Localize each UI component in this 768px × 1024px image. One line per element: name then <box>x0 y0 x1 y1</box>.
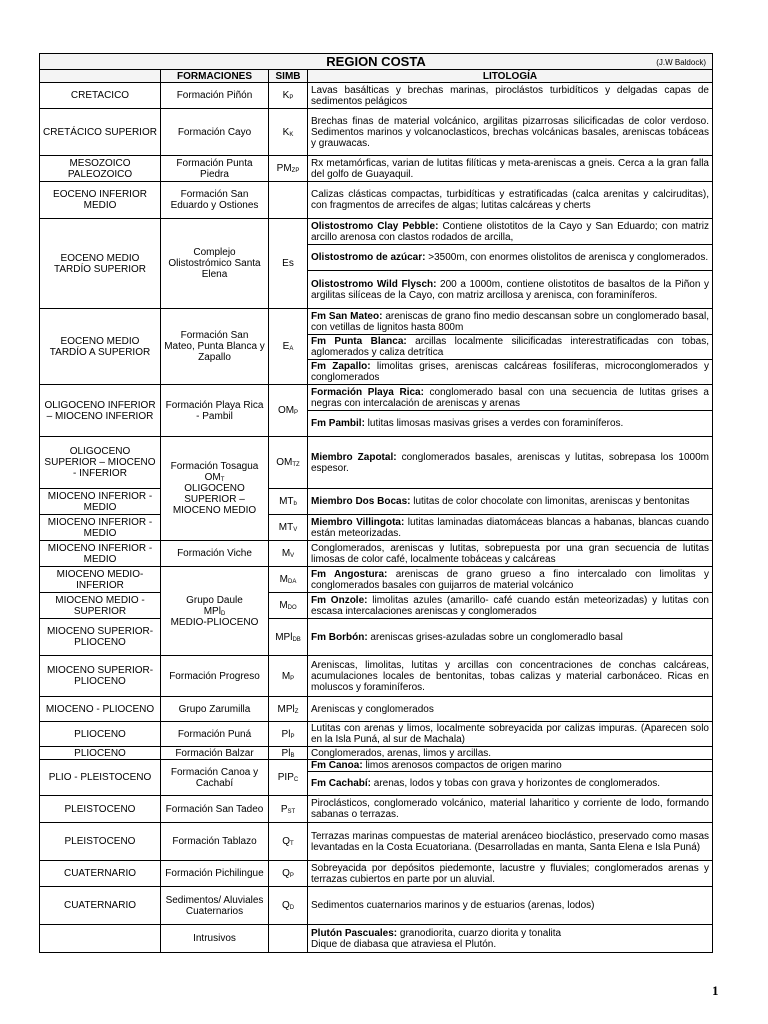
era-cell: MIOCENO INFERIOR - MEDIO <box>40 515 161 541</box>
table-author: (J.W Baldock) <box>656 58 706 67</box>
era-cell: MIOCENO SUPERIOR-PLIOCENO <box>40 619 161 656</box>
era-cell: MESOZOICO PALEOZOICO <box>40 156 161 182</box>
symbol-cell: $Q_P$ <box>269 861 308 887</box>
symbol-cell: $MT_V$ <box>269 515 308 541</box>
era-cell: MIOCENO INFERIOR -MEDIO <box>40 541 161 567</box>
symbol-cell: MPl$_{DB}$ <box>269 619 308 656</box>
lithology-cell: Olistostromo Wild Flysch: 200 a 1000m, contiene olistotitos de basaltos de la Piñon y argilitas silíceas de la Cayo, con matriz arcillosa y arenisca, con foraminíferos. <box>308 271 713 309</box>
table-row <box>40 861 713 887</box>
era-cell: OLIGOCENO INFERIOR – MIOCENO INFERIOR <box>40 385 161 437</box>
lithology-cell: Fm Cachabí: arenas, lodos y tobas con grava y horizontes de conglomerados. <box>308 772 713 796</box>
lithology-cell: Fm Pambil: lutitas limosas masivas grises a verdes con foraminíferos. <box>308 411 713 437</box>
lithology-cell: Fm San Mateo: areniscas de grano fino medio descansan sobre un conglomerado basal, con vetillas de lignitos hasta 800m <box>308 309 713 335</box>
era-cell: MIOCENO - PLIOCENO <box>40 697 161 722</box>
table-row <box>40 515 713 541</box>
era-cell: MIOCENO INFERIOR - MEDIO <box>40 489 161 515</box>
lithology-cell: Calizas clásticas compactas, turbidíticas y estratificadas (calca arenitas y calciruditas), con fragmentos de arrecifes de algas; lutitas calcáreas y cherts <box>308 182 713 219</box>
lithology-cell: Formación Playa Rica: conglomerado basal con una secuencia de lutitas grises a negras con intercalación de areniscas y arenas <box>308 385 713 411</box>
header-litologia: LITOLOGÍA <box>308 70 713 83</box>
era-cell: PLIOCENO <box>40 747 161 760</box>
era-cell: EOCENO INFERIOR MEDIO <box>40 182 161 219</box>
table-row <box>40 541 713 567</box>
formation-cell: Formación Tablazo <box>161 823 269 861</box>
symbol-cell: $E_A$ <box>269 309 308 385</box>
symbol-cell: $Q_D$ <box>269 887 308 925</box>
table-row <box>40 567 713 593</box>
lithology-cell: Olistostromo de azúcar: >3500m, con enormes olistolitos de arenisca y conglomerados. <box>308 245 713 271</box>
formation-cell-tosagua: Formación Tosagua $OM_T$ OLIGOCENO SUPERIOR – MIOCENO MEDIO <box>161 437 269 541</box>
lithology-cell: Brechas finas de material volcánico, argilitas pizarrosas silicificadas de color verdoso. Sedimentos marinos y volcanoclasticos, brechas volcánicas basales, areniscas tobáceas y grauwacas. <box>308 109 713 156</box>
formation-cell: Complejo Olistostrómico Santa Elena <box>161 219 269 309</box>
lithology-cell: Lutitas con arenas y limos, localmente sobreyacida por calizas impuras. (Aparecen solo en la Isla Puná, al sur de Machala) <box>308 722 713 747</box>
formation-cell-daule: Grupo Daule MPl$_D$ MEDIO-PLIOCENO <box>161 567 269 656</box>
era-cell: EOCENO MEDIO TARDÍO SUPERIOR <box>40 219 161 309</box>
formation-cell: Intrusivos <box>161 925 269 953</box>
table-row <box>40 697 713 722</box>
lithology-cell: Sedimentos cuaternarios marinos y de estuarios (arenas, lodos) <box>308 887 713 925</box>
table-row <box>40 437 713 489</box>
formation-cell: Formación San Eduardo y Ostiones <box>161 182 269 219</box>
table-row <box>40 156 713 182</box>
symbol-cell <box>269 182 308 219</box>
header-simb: SIMB <box>269 70 308 83</box>
formation-cell: Formación Puná <box>161 722 269 747</box>
era-cell: CRETACICO <box>40 83 161 109</box>
formation-cell: Formación Piñón <box>161 83 269 109</box>
symbol-cell <box>269 925 308 953</box>
symbol-cell: $M_P$ <box>269 656 308 697</box>
formation-cell: Formación Progreso <box>161 656 269 697</box>
table-row <box>40 309 713 335</box>
symbol-cell: $OM_P$ <box>269 385 308 437</box>
formation-cell: Formación Punta Piedra <box>161 156 269 182</box>
lithology-cell: Fm Punta Blanca: arcillas localmente silicificadas interestratificadas con tobas, aglomerados y caliza detrítica <box>308 335 713 360</box>
table-row <box>40 823 713 861</box>
symbol-cell: Es <box>269 219 308 309</box>
symbol-cell: $PIP_C$ <box>269 760 308 796</box>
symbol-cell: $Pl_P$ <box>269 722 308 747</box>
era-cell: CRETÁCICO SUPERIOR <box>40 109 161 156</box>
era-cell: PLIOCENO <box>40 722 161 747</box>
lithology-cell: Areniscas y conglomerados <box>308 697 713 722</box>
symbol-cell: $Q_T$ <box>269 823 308 861</box>
lithology-cell: Miembro Dos Bocas: lutitas de color chocolate con limonitas, areniscas y bentonitas <box>308 489 713 515</box>
symbol-cell: $K_P$ <box>269 83 308 109</box>
symbol-cell: $OM_{TZ}$ <box>269 437 308 489</box>
table-row <box>40 182 713 219</box>
lithology-cell: Conglomerados, areniscas y lutitas, sobrepuesta por una gran secuencia de lutitas limosas de color café, localmente tobáceas y calcáreas <box>308 541 713 567</box>
lithology-cell: Rx metamórficas, varian de lutitas filíticas y meta-areniscas a gneis. Cerca a la gran falla del golfo de Guayaquil. <box>308 156 713 182</box>
lithology-cell: Piroclásticos, conglomerado volcánico, material laharitico y corriente de lodo, formando sabanas o terrazas. <box>308 796 713 823</box>
era-cell <box>40 925 161 953</box>
symbol-cell: $M_{DO}$ <box>269 593 308 619</box>
formation-cell: Grupo Zarumilla <box>161 697 269 722</box>
lithology-cell: Fm Angostura: areniscas de grano grueso a fino intercalado con limolitas y conglomerados basales con guijarros de material volcánico <box>308 567 713 593</box>
lithology-cell: Olistostromo Clay Pebble: Contiene olistotitos de la Cayo y San Eduardo; con matriz arcillo arenosa con clastos rodados de arcilla, <box>308 219 713 245</box>
lithology-cell: Fm Canoa: limos arenosos compactos de origen marino <box>308 760 713 772</box>
header-formaciones: FORMACIONES <box>161 70 269 83</box>
lithology-cell: Fm Onzole: limolitas azules (amarillo- café cuando están meteorizadas) y lutitas con escasa intercalaciones areniscas y conglomerados <box>308 593 713 619</box>
symbol-cell: $K_K$ <box>269 109 308 156</box>
lithology-cell: Lavas basálticas y brechas marinas, piroclástos turbidíticos y delgadas capas de sedimentos pelágicos <box>308 83 713 109</box>
symbol-cell: $Pl_B$ <box>269 747 308 760</box>
symbol-cell: $M_{DA}$ <box>269 567 308 593</box>
lithology-cell: Miembro Villingota: lutitas laminadas diatomáceas blancas a habanas, blancas cuando están meteorizadas. <box>308 515 713 541</box>
table-row <box>40 219 713 245</box>
lithology-cell: Terrazas marinas compuestas de material arenáceo bioclástico, preservado como masas levantadas en la Costa Ecuatoriana. (Desarrolladas en manta, Santa Elena e Isla Puná) <box>308 823 713 861</box>
formation-cell: Formación Cayo <box>161 109 269 156</box>
header-era <box>40 70 161 83</box>
formation-cell: Sedimentos/ Aluviales Cuaternarios <box>161 887 269 925</box>
formation-cell: Formación Viche <box>161 541 269 567</box>
era-cell: PLEISTOCENO <box>40 823 161 861</box>
table-row <box>40 385 713 411</box>
symbol-cell: $MT_b$ <box>269 489 308 515</box>
table-row <box>40 83 713 109</box>
era-cell: PLIO - PLEISTOCENO <box>40 760 161 796</box>
lithology-cell: Fm Borbón: areniscas grises-azuladas sobre un conglomeradlo basal <box>308 619 713 656</box>
table-row <box>40 489 713 515</box>
formation-cell: Formación San Tadeo <box>161 796 269 823</box>
table-row <box>40 109 713 156</box>
table-row <box>40 747 713 760</box>
era-cell: MIOCENO MEDIO-INFERIOR <box>40 567 161 593</box>
formation-cell: Formación Pichilingue <box>161 861 269 887</box>
lithology-cell: Conglomerados, arenas, limos y arcillas. <box>308 747 713 760</box>
page-number: 1 <box>712 983 719 998</box>
table-row <box>40 656 713 697</box>
table-row <box>40 619 713 656</box>
table-title: REGION COSTA <box>326 54 426 69</box>
symbol-cell: $M_V$ <box>269 541 308 567</box>
era-cell: PLEISTOCENO <box>40 796 161 823</box>
era-cell: EOCENO MEDIO TARDÍO A SUPERIOR <box>40 309 161 385</box>
era-cell: MIOCENO SUPERIOR-PLIOCENO <box>40 656 161 697</box>
symbol-cell: $PM_{ZP}$ <box>269 156 308 182</box>
table-row <box>40 887 713 925</box>
lithology-cell: Miembro Zapotal: conglomerados basales, areniscas y lutitas, sobrepasa los 1000m espesor. <box>308 437 713 489</box>
formation-cell: Formación San Mateo, Punta Blanca y Zapallo <box>161 309 269 385</box>
lithology-cell: Fm Zapallo: limolitas grises, areniscas calcáreas fosilíferas, microconglomerados y conglomerados <box>308 360 713 385</box>
lithology-cell: Plutón Pascuales: granodiorita, cuarzo diorita y tonalita Dique de diabasa que atraviesa el Plutón. <box>308 925 713 953</box>
era-cell: CUATERNARIO <box>40 861 161 887</box>
lithology-cell: Areniscas, limolitas, lutitas y arcillas con concentraciones de conchas calcáreas, acumulaciones locales de bentonitas, tobas calizas y material carbonáceo. Ricas en moluscos y foraminíferos. <box>308 656 713 697</box>
symbol-cell: $P_{ST}$ <box>269 796 308 823</box>
formation-cell: Formación Canoa y Cachabí <box>161 760 269 796</box>
symbol-cell: MPl$_Z$ <box>269 697 308 722</box>
table-row <box>40 722 713 747</box>
formation-cell: Formación Balzar <box>161 747 269 760</box>
era-cell: CUATERNARIO <box>40 887 161 925</box>
table-row <box>40 925 713 953</box>
era-cell: OLIGOCENO SUPERIOR – MIOCENO - INFERIOR <box>40 437 161 489</box>
table-title-cell <box>40 54 713 70</box>
table-row <box>40 593 713 619</box>
table-row <box>40 760 713 772</box>
era-cell: MIOCENO MEDIO - SUPERIOR <box>40 593 161 619</box>
region-costa-table <box>39 53 713 953</box>
formation-cell: Formación Playa Rica - Pambil <box>161 385 269 437</box>
table-row <box>40 796 713 823</box>
lithology-cell: Sobreyacida por depósitos piedemonte, lacustre y fluviales; conglomerados arenas y terrazas cubiertos en parte por un aluvial. <box>308 861 713 887</box>
